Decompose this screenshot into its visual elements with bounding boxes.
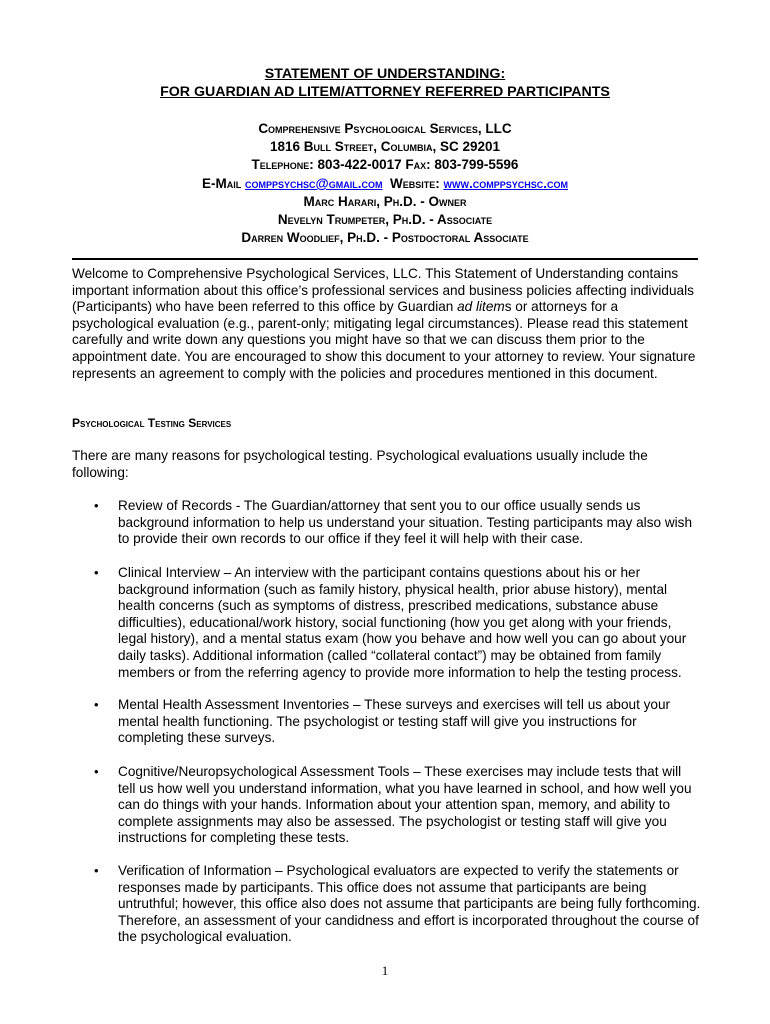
staff-owner: Marc Harari, Ph.D. - Owner xyxy=(303,194,467,209)
header-divider xyxy=(72,258,698,260)
document-title-line-1: STATEMENT OF UNDERSTANDING: xyxy=(264,66,506,82)
company-phone-fax: Telephone: 803-422-0017 Fax: 803-799-5596 xyxy=(251,157,519,172)
section-lead-paragraph: There are many reasons for psychological testing. Psychological evaluations usually include the following: xyxy=(72,448,648,480)
bullet-verification: Verification of Information – Psychological evaluators are expected to verify the statements or responses made by participants. This office does not assume that participants are being untruthful; however, this office also does not assume that participants are being fully forthcoming. Therefore, an assessment of your candidness and effort is incorporated throughout the course of the psychological evaluation. xyxy=(118,863,701,945)
bullet-symbol: • xyxy=(94,498,99,513)
company-address: 1816 Bull Street, Columbia, SC 29201 xyxy=(269,139,501,154)
company-name: Comprehensive Psychological Services, LLC xyxy=(258,121,512,136)
bullet-cognitive-assessment: Cognitive/Neuropsychological Assessment Tools – These exercises may include tests that will tell us how well you understand information, what you have learned in school, and how well you can do things with your hands. Information about your attention span, memory, and ability to complete assignments may also be assessed. The psychologist or testing staff will give you instructions for completing these tests. xyxy=(118,764,692,846)
bullet-clinical-interview: Clinical Interview – An interview with the participant contains questions about his or her background information (such as family history, physical health, prior abuse history), mental health concerns (such as symptoms of distress, prescribed medications, substance abuse difficulties), educational/work history, social functioning (how you get along with your friends, legal history), and a mental status exam (how you behave and how well you can go about your daily tasks). Additional information (called “collateral contact”) may be obtained from family members or from the referring agency to provide more information to help the testing process. xyxy=(118,565,687,680)
staff-associate: Nevelyn Trumpeter, Ph.D. - Associate xyxy=(277,212,493,227)
intro-paragraph xyxy=(72,266,702,382)
page-number: 1 xyxy=(381,963,389,978)
document-title-line-2: FOR GUARDIAN AD LITEM/ATTORNEY REFERRED PARTICIPANTS xyxy=(160,84,610,100)
website-label: Website: xyxy=(389,176,440,191)
bullet-review-of-records: Review of Records - The Guardian/attorney that sent you to our office usually sends us background information to help us understand your situation. Testing participants may also wish to provide their own records to our office if they feel it will help with their case. xyxy=(118,498,693,547)
intro-text-part-1: Welcome to Comprehensive Psychological Services, LLC. This Statement of Understanding contains important information about this office’s professional services and business policies affecting individuals (Participants) who have been referred to this office by Guardian xyxy=(72,266,694,315)
section-heading: Psychological Testing Services xyxy=(72,416,232,430)
bullet-mental-health-inventories: Mental Health Assessment Inventories – These surveys and exercises will tell us about your mental health functioning. The psychologist or testing staff will give you instructions for completing these surveys. xyxy=(118,697,671,746)
bullet-symbol: • xyxy=(94,764,99,779)
staff-postdoctoral: Darren Woodlief, Ph.D. - Postdoctoral Associate xyxy=(241,230,529,245)
email-link[interactable]: comppsychsc@gmail.com xyxy=(245,176,383,191)
contact-line xyxy=(72,176,698,191)
bullet-symbol: • xyxy=(94,863,99,878)
website-link[interactable]: www.comppsychsc.com xyxy=(443,176,568,191)
bullet-symbol: • xyxy=(94,565,99,580)
intro-text-part-2: s or attorneys for a psychological evaluation (e.g., parent-only; mitigating legal circumstances). Please read this statement carefully and write down any questions you might have so that we can discuss them prior to the appointment date. You are encouraged to show this document to your attorney to review. Your signature represents an agreement to comply with the policies and procedures mentioned in this document. xyxy=(72,299,696,381)
intro-italic-term: ad litem xyxy=(457,299,505,315)
email-label: E-Mail xyxy=(202,176,242,191)
bullet-symbol: • xyxy=(94,697,99,712)
